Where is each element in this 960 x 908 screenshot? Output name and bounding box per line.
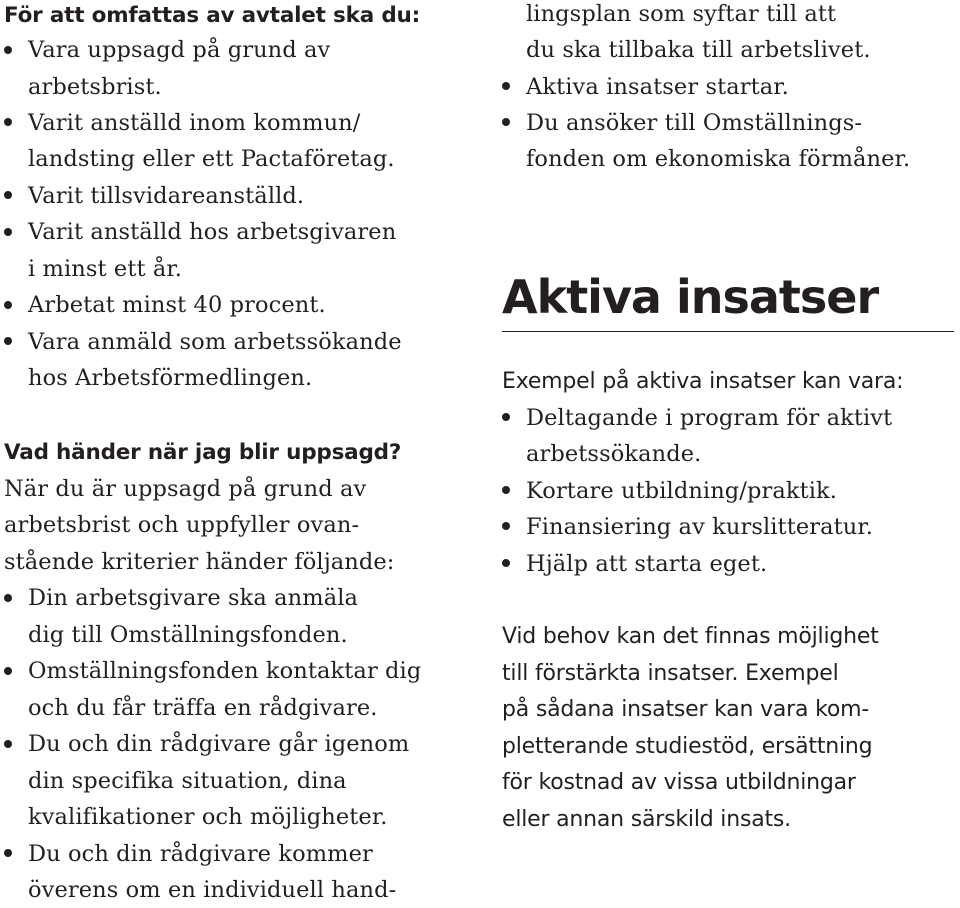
bullet-icon <box>4 191 12 199</box>
list-item: Omställningsfonden kontaktar dig <box>28 658 422 684</box>
section-heading: Vad händer när jag blir uppsagd? <box>4 440 402 465</box>
bullet-icon <box>4 228 12 236</box>
examples-intro: Exempel på aktiva insatser kan vara: <box>502 369 904 394</box>
list-item: Aktiva insatser startar. <box>526 74 789 100</box>
paragraph-line: stående kriterier händer följande: <box>4 549 395 575</box>
bullet-icon <box>502 118 510 126</box>
list-item-continuation: dig till Omställningsfonden. <box>28 622 348 648</box>
bullet-icon <box>4 46 12 54</box>
title-divider <box>502 331 954 332</box>
section-title: Aktiva insatser <box>502 270 879 324</box>
list-item-continuation: lingsplan som syftar till att <box>526 1 837 27</box>
list-item-continuation: överens om en individuell hand- <box>28 877 397 903</box>
list-item: Din arbetsgivare ska anmäla <box>28 585 359 611</box>
list-item-continuation: och du får träffa en rådgivare. <box>28 695 378 721</box>
list-item: Varit anställd hos arbetsgivaren <box>28 219 397 245</box>
list-item-continuation: du ska tillbaka till arbetslivet. <box>526 37 871 63</box>
bullet-icon <box>502 559 510 567</box>
list-item: Vara uppsagd på grund av <box>28 37 331 63</box>
paragraph-line: Vid behov kan det finnas möjlighet <box>502 624 879 649</box>
paragraph-line: pletterande studiestöd, ersättning <box>502 734 873 759</box>
bullet-icon <box>4 667 12 675</box>
paragraph-line: När du är uppsagd på grund av <box>4 476 367 502</box>
bullet-icon <box>502 522 510 530</box>
list-item: Hjälp att starta eget. <box>526 551 768 577</box>
bullet-icon <box>4 594 12 602</box>
list-item: Deltagande i program för aktivt <box>526 405 893 431</box>
list-item-continuation: din specifika situation, dina <box>28 768 347 794</box>
list-item: Du och din rådgivare kommer <box>28 841 373 867</box>
list-item-continuation: landsting eller ett Pactaföretag. <box>28 146 395 172</box>
paragraph-line: för kostnad av vissa utbildningar <box>502 770 856 795</box>
paragraph-line: till förstärkta insatser. Exempel <box>502 661 839 686</box>
list-item: Varit tillsvidareanställd. <box>28 183 305 209</box>
paragraph-line: på sådana insatser kan vara kom- <box>502 697 870 722</box>
list-item-continuation: hos Arbetsförmedlingen. <box>28 365 313 391</box>
list-item: Arbetat minst 40 procent. <box>28 292 326 318</box>
list-item-continuation: i minst ett år. <box>28 256 183 282</box>
eligibility-heading: För att omfattas av avtalet ska du: <box>4 3 421 28</box>
bullet-icon <box>4 118 12 126</box>
paragraph-line: eller annan särskild insats. <box>502 807 791 832</box>
list-item-continuation: arbetssökande. <box>526 441 702 467</box>
bullet-icon <box>502 486 510 494</box>
list-item: Finansiering av kurslitteratur. <box>526 514 873 540</box>
list-item: Du ansöker till Omställnings- <box>526 110 863 136</box>
list-item-continuation: kvalifikationer och möjligheter. <box>28 804 388 830</box>
bullet-icon <box>4 740 12 748</box>
paragraph-line: arbetsbrist och uppfyller ovan- <box>4 512 360 538</box>
list-item: Varit anställd inom kommun/ <box>28 110 361 136</box>
bullet-icon <box>502 82 510 90</box>
list-item-continuation: arbetsbrist. <box>28 74 162 100</box>
list-item: Kortare utbildning/praktik. <box>526 478 838 504</box>
bullet-icon <box>502 413 510 421</box>
list-item-continuation: fonden om ekonomiska förmåner. <box>526 146 911 172</box>
bullet-icon <box>4 849 12 857</box>
bullet-icon <box>4 337 12 345</box>
list-item: Du och din rådgivare går igenom <box>28 731 410 757</box>
list-item: Vara anmäld som arbetssökande <box>28 329 402 355</box>
bullet-icon <box>4 301 12 309</box>
